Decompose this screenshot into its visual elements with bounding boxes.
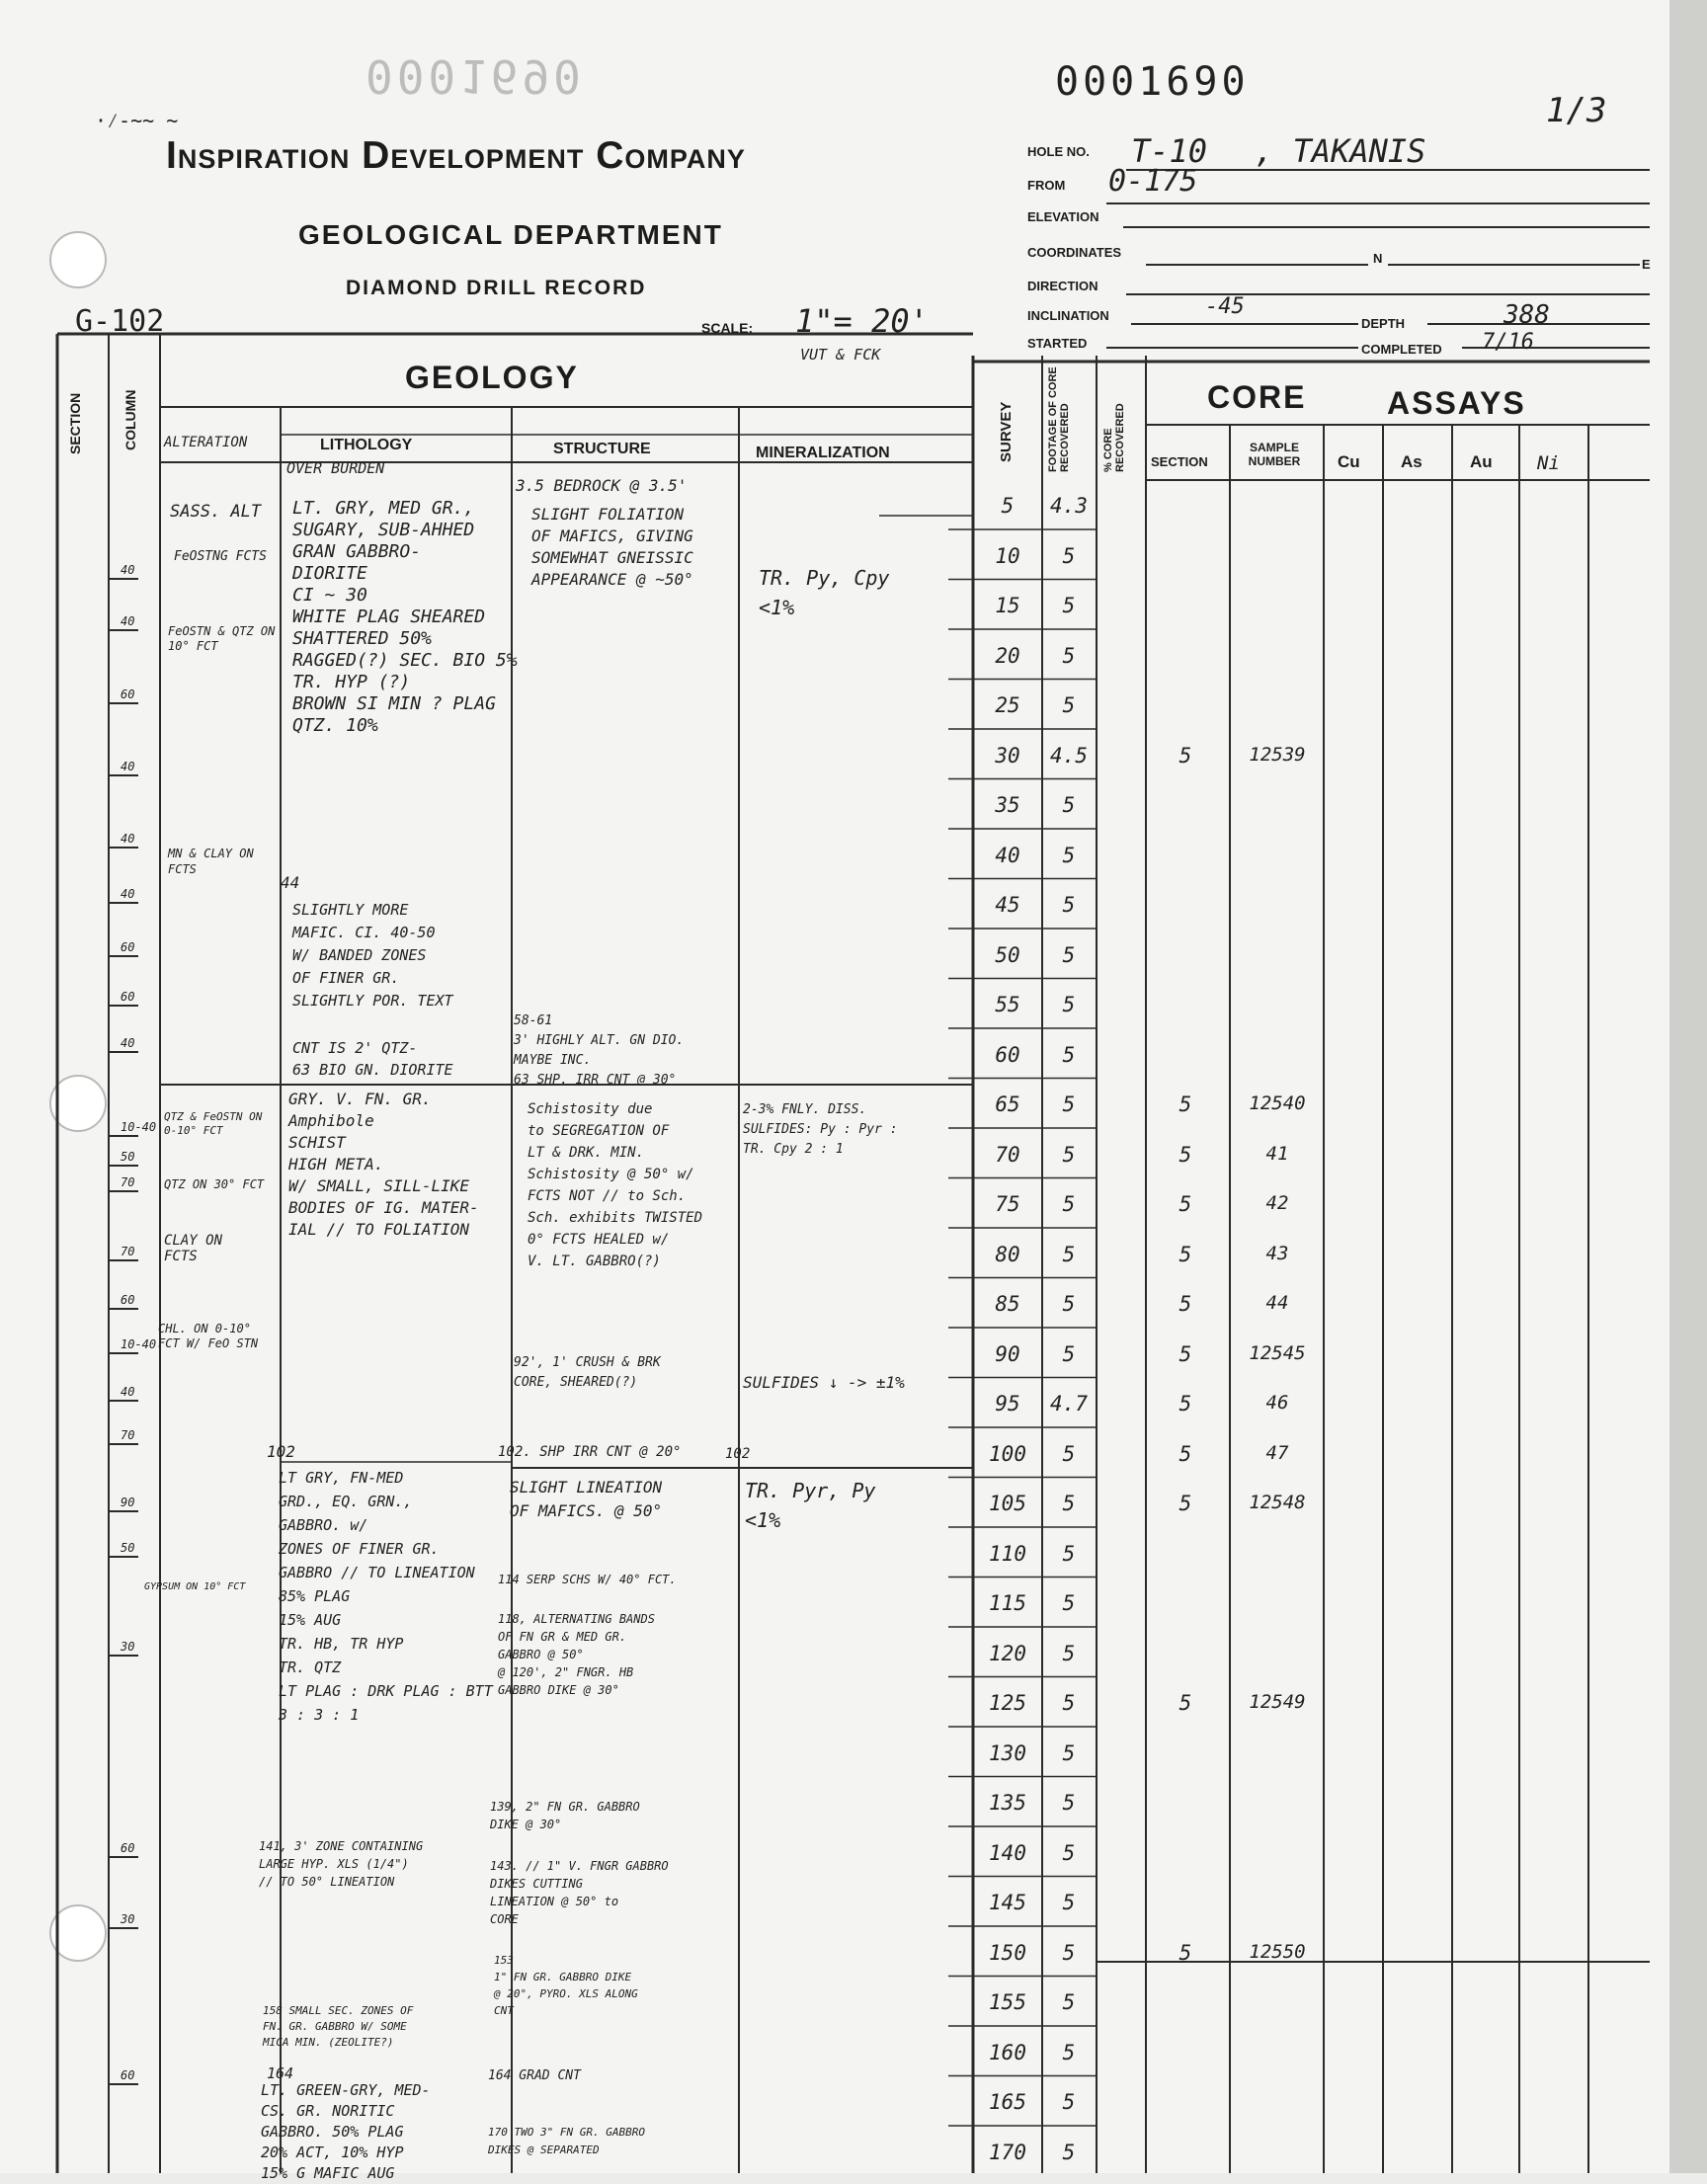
record-title: DIAMOND DRILL RECORD [346, 277, 647, 299]
column-mark: 40 [121, 1036, 135, 1050]
column-mark: 70 [121, 1428, 135, 1442]
structure-note-58 [514, 1011, 684, 1091]
struct118-line: OF FN GR & MED GR. [498, 1630, 627, 1644]
au-header: Au [1470, 452, 1493, 471]
alteration-note-9: GYPSUM ON 10° FCT [144, 1581, 246, 1592]
structure-note-170 [488, 2124, 645, 2159]
column-mark: 40 [121, 832, 135, 846]
lith1-line: WHITE PLAG SHEARED [292, 607, 486, 627]
struct153-line: 1" FN GR. GABBRO DIKE [494, 1971, 632, 1983]
structure-note-118 [498, 1610, 655, 1699]
mineralization-block-1 [759, 563, 889, 622]
structure-note-114: 114 SERP SCHS W/ 40° FCT. [498, 1573, 677, 1586]
struct58-line: 58-61 [514, 1013, 553, 1028]
structure-note-102: 102. SHP IRR CNT @ 20° [498, 1444, 682, 1460]
column-col-header: COLUMN [122, 389, 138, 450]
struct58-line: 63 SHP. IRR CNT @ 30° [514, 1073, 677, 1088]
lith3-line: SCHIST [288, 1133, 346, 1152]
structure-note-164: 164 GRAD CNT [488, 2068, 581, 2083]
hole-no-label: HOLE NO. [1027, 144, 1090, 159]
lith3-line: BODIES OF IG. MATER- [288, 1198, 479, 1217]
alteration-note-3: FeOSTN & QTZ ON 10° FCT [168, 624, 276, 653]
column-mark: 30 [121, 1640, 135, 1654]
lith5-line: 15% G MAFIC AUG [261, 2164, 395, 2182]
lith5-line: GABBRO. 50% PLAG [261, 2123, 404, 2141]
struct118-line: GABBRO DIKE @ 30° [498, 1683, 619, 1697]
struct118-line: @ 120', 2" FNGR. HB [498, 1665, 634, 1679]
corner-scribble-icon: ·⁄-~~ ~ [95, 109, 179, 132]
lithcnt-line: 63 BIO GN. DIORITE [292, 1061, 453, 1079]
structure-note-92 [514, 1353, 661, 1393]
struct92-line: 92', 1' CRUSH & BRK [514, 1355, 661, 1370]
footage-recovered: 5 [1062, 1840, 1076, 1865]
lith4-line: 3 : 3 : 1 [279, 1706, 360, 1724]
assays-header: ASSAYS [1387, 385, 1526, 421]
struct143-line: 143. // 1" V. FNGR GABBRO [490, 1859, 669, 1873]
lithology-block-4 [279, 1466, 493, 1727]
structure-note-153 [494, 1952, 638, 2019]
survey-depth: 75 [995, 1192, 1020, 1216]
footage-recovered: 5 [1062, 1492, 1076, 1515]
survey-depth: 80 [995, 1242, 1020, 1266]
sample-number-value: 12550 [1249, 1940, 1306, 1963]
min2-line: SULFIDES: Py : Pyr : [743, 1122, 898, 1137]
assay-section-value: 5 [1179, 1691, 1192, 1715]
survey-depth: 170 [989, 2140, 1026, 2164]
as-header: As [1401, 452, 1422, 471]
footage-recovered: 5 [1062, 942, 1076, 967]
scale-note: VUT & FCK [800, 346, 881, 364]
struct139-line: DIKE @ 30° [490, 1818, 562, 1831]
structure-note-139 [490, 1798, 640, 1833]
survey-depth: 130 [989, 1740, 1026, 1765]
scale-value: 1"= 20' [795, 302, 929, 340]
alteration-note-5: QTZ & FeOSTN ON 0-10° FCT [164, 1110, 263, 1137]
structure-block-3 [510, 1476, 662, 1523]
struct170-line: DIKES @ SEPARATED [488, 2144, 600, 2156]
lith4-line: GABBRO // TO LINEATION [279, 1564, 475, 1581]
footage-recovered: 5 [1062, 594, 1076, 617]
struct2-line: FCTS NOT // to Sch. [528, 1188, 687, 1204]
pct-recovered-header: % CORE RECOVERED [1102, 403, 1126, 472]
footage-recovered: 5 [1062, 1042, 1076, 1067]
sample-number-value: 12545 [1249, 1341, 1306, 1364]
survey-depth: 50 [995, 942, 1020, 967]
survey-depth: 155 [989, 1990, 1026, 2014]
struct153-line: 153 [494, 1954, 514, 1967]
lith4-line: TR. HB, TR HYP [279, 1635, 404, 1653]
assay-section-value: 5 [1179, 1142, 1192, 1167]
struct2-line: Sch. exhibits TWISTED [528, 1210, 703, 1226]
mineralization-note-3: SULFIDES ↓ -> ±1% [743, 1373, 905, 1392]
survey-depth: 105 [989, 1492, 1026, 1515]
department-title: GEOLOGICAL DEPARTMENT [298, 219, 723, 250]
mineralization-block-2 [743, 1100, 898, 1160]
hole-name-value: , TAKANIS [1255, 132, 1426, 170]
footage-recovered: 5 [1062, 843, 1076, 867]
column-mark: 60 [121, 940, 135, 954]
form-number: G-102 [75, 304, 165, 339]
assay-section-value: 5 [1179, 743, 1192, 768]
structure-header: STRUCTURE [553, 441, 651, 457]
lith141-line: 141, 3' ZONE CONTAINING [259, 1839, 424, 1853]
lith4-line: 85% PLAG [279, 1587, 351, 1605]
lith1-line: SHATTERED 50% [292, 628, 432, 649]
survey-depth: 15 [995, 594, 1020, 617]
footage-header: FOOTAGE OF CORE RECOVERED [1047, 366, 1071, 472]
column-mark: 40 [121, 760, 135, 773]
footage-recovered: 5 [1062, 1142, 1076, 1167]
lith1-line: SUGARY, SUB-AHHED [292, 520, 475, 540]
sample-number-value: 12549 [1249, 1691, 1306, 1713]
bedrock-note: 3.5 BEDROCK @ 3.5' [516, 476, 688, 495]
struct170-line: 170 TWO 3" FN GR. GABBRO [488, 2126, 645, 2139]
footage-recovered: 5 [1062, 1591, 1076, 1615]
lithology-depth-102: 102 [267, 1442, 295, 1461]
alteration-note-1: SASS. ALT [170, 502, 262, 522]
hole-no-value: T-10 [1131, 132, 1208, 170]
mineralization-block-4 [745, 1476, 875, 1535]
struct139-line: 139, 2" FN GR. GABBRO [490, 1800, 640, 1814]
direction-label: DIRECTION [1027, 279, 1098, 293]
struct1-line: APPEARANCE @ ~50° [531, 570, 693, 589]
page-fraction: 1/3 [1546, 91, 1607, 130]
lith4-line: GABBRO. w/ [279, 1516, 368, 1534]
struct1-line: OF MAFICS, GIVING [531, 526, 693, 545]
sample-number-value: 12539 [1249, 743, 1306, 766]
structure-block-2 [528, 1098, 702, 1272]
struct2-line: V. LT. GABBRO(?) [528, 1254, 661, 1269]
lith4-line: LT GRY, FN-MED [279, 1469, 404, 1487]
lith5-line: LT. GREEN-GRY, MED- [261, 2081, 431, 2099]
footage-recovered: 5 [1062, 1441, 1076, 1466]
struct153-line: CNT [494, 2004, 514, 2017]
survey-depth: 25 [995, 693, 1020, 717]
lith5-line: 20% ACT, 10% HYP [261, 2144, 404, 2161]
assay-section-value: 5 [1179, 1292, 1192, 1316]
lith158-line: 158 SMALL SEC. ZONES OF [263, 2004, 414, 2017]
lith5-line: CS. GR. NORITIC [261, 2102, 395, 2120]
sample-number-value: 43 [1265, 1242, 1289, 1264]
lithology-header: LITHOLOGY [320, 437, 413, 453]
survey-depth: 90 [995, 1341, 1020, 1366]
survey-depth: 165 [989, 2090, 1026, 2114]
struct143-line: LINEATION @ 50° to [490, 1895, 619, 1908]
survey-depth: 5 [1001, 494, 1015, 518]
sample-number-header: SAMPLE NUMBER [1248, 441, 1301, 468]
footage-recovered: 5 [1062, 1341, 1076, 1366]
footage-recovered: 5 [1062, 693, 1076, 717]
document-stamp-number: 0001690 [1055, 59, 1250, 105]
lithology-note-141 [259, 1837, 423, 1891]
survey-header: SURVEY [998, 401, 1015, 462]
struct2-line: Schistosity @ 50° w/ [528, 1167, 694, 1182]
survey-depth: 40 [995, 843, 1020, 867]
struct3-line: OF MAFICS. @ 50° [510, 1501, 663, 1520]
alteration-note-8: CHL. ON 0-10° FCT W/ FeO STN [158, 1322, 259, 1350]
column-mark: 40 [121, 1385, 135, 1399]
footage-recovered: 5 [1062, 2140, 1076, 2164]
min2-line: 2-3% FNLY. DISS. [743, 1102, 867, 1117]
column-mark: 50 [121, 1150, 135, 1164]
coordinates-n: N [1373, 251, 1383, 266]
lith1-line: RAGGED(?) SEC. BIO 5% [292, 650, 518, 671]
struct3-line: SLIGHT LINEATION [510, 1478, 663, 1496]
column-mark: 30 [121, 1912, 135, 1926]
lith158-line: FN. GR. GABBRO W/ SOME [263, 2020, 407, 2033]
struct143-line: DIKES CUTTING [490, 1877, 583, 1891]
faint-bleed-through-number: 0001690 [366, 49, 585, 103]
struct2-line: LT & DRK. MIN. [528, 1145, 645, 1161]
assay-section-header: SECTION [1151, 454, 1208, 469]
mineralization-header: MINERALIZATION [756, 445, 890, 461]
column-mark: 60 [121, 990, 135, 1004]
assay-section-value: 5 [1179, 1392, 1192, 1416]
completed-label: COMPLETED [1361, 342, 1442, 357]
coordinates-e: E [1642, 257, 1651, 272]
core-header: CORE [1207, 379, 1307, 415]
lith1-line: LT. GRY, MED GR., [292, 498, 475, 519]
lithology-block-2 [292, 899, 453, 1012]
survey-depth: 85 [995, 1292, 1020, 1316]
survey-depth: 55 [995, 993, 1020, 1016]
survey-depth: 65 [995, 1092, 1020, 1116]
footage-recovered: 5 [1062, 993, 1076, 1016]
footage-recovered: 5 [1062, 543, 1076, 568]
from-value: 0-175 [1108, 164, 1198, 199]
min4-line: <1% [745, 1508, 781, 1532]
struct143-line: CORE [490, 1912, 519, 1926]
structure-note-143 [490, 1857, 669, 1928]
inclination-value: -45 [1205, 294, 1245, 319]
started-label: STARTED [1027, 336, 1088, 351]
footage-recovered: 4.5 [1050, 743, 1088, 768]
cu-header: Cu [1338, 452, 1360, 471]
lith1-line: BROWN SI MIN ? PLAG [292, 693, 496, 714]
survey-depth: 45 [995, 893, 1020, 917]
survey-depth: 20 [995, 643, 1020, 668]
column-mark: 50 [121, 1541, 135, 1555]
overburden-note: OVER BURDEN [286, 459, 385, 477]
lith2-line: SLIGHTLY POR. TEXT [292, 992, 453, 1010]
survey-depth: 60 [995, 1042, 1020, 1067]
survey-depth: 110 [989, 1541, 1026, 1566]
sample-number-value: 42 [1265, 1192, 1289, 1214]
footage-recovered: 5 [1062, 1242, 1076, 1266]
assay-section-value: 5 [1179, 1242, 1192, 1266]
min4-line: TR. Pyr, Py [745, 1479, 876, 1502]
lith1-line: QTZ. 10% [292, 715, 378, 736]
column-mark: 70 [121, 1175, 135, 1189]
min1-line: TR. Py, Cpy [759, 566, 890, 590]
lithcnt-line: CNT IS 2' QTZ- [292, 1039, 418, 1057]
column-mark: 60 [121, 1293, 135, 1307]
lithology-block-5 [261, 2080, 431, 2184]
from-label: FROM [1027, 178, 1066, 193]
footage-recovered: 5 [1062, 793, 1076, 817]
lithology-block-1 [292, 498, 518, 737]
struct92-line: CORE, SHEARED(?) [514, 1375, 638, 1390]
assay-section-value: 5 [1179, 1492, 1192, 1515]
lithology-block-3 [288, 1089, 479, 1241]
footage-recovered: 5 [1062, 1192, 1076, 1216]
survey-depth: 150 [989, 1940, 1026, 1965]
survey-depth: 30 [995, 743, 1020, 768]
footage-recovered: 4.7 [1050, 1392, 1088, 1416]
alteration-note-4: MN & CLAY ON FCTS [168, 847, 254, 876]
footage-recovered: 5 [1062, 1990, 1076, 2014]
assay-section-value: 5 [1179, 1341, 1192, 1366]
mineralization-depth-102: 102 [725, 1446, 751, 1462]
sample-number-value: 12540 [1249, 1092, 1306, 1114]
lith3-line: IAL // TO FOLIATION [288, 1220, 470, 1239]
lith1-line: DIORITE [292, 563, 367, 584]
lith3-line: Amphibole [288, 1111, 374, 1130]
lith2-line: W/ BANDED ZONES [292, 946, 427, 964]
alteration-note-2: FeOSTNG FCTS [174, 549, 267, 564]
survey-depth: 135 [989, 1791, 1026, 1815]
column-mark: 10-40 [121, 1337, 157, 1351]
survey-depth: 160 [989, 2040, 1026, 2064]
footage-recovered: 5 [1062, 1891, 1076, 1914]
struct2-line: to SEGREGATION OF [528, 1123, 670, 1139]
footage-recovered: 5 [1062, 1691, 1076, 1715]
struct58-line: MAYBE INC. [514, 1053, 592, 1068]
lith4-line: GRD., EQ. GRN., [279, 1493, 413, 1510]
column-mark: 40 [121, 887, 135, 901]
survey-depth: 10 [995, 543, 1020, 568]
section-col-header: SECTION [67, 392, 83, 454]
lith2-line: OF FINER GR. [292, 969, 400, 987]
survey-depth: 115 [989, 1591, 1026, 1615]
min2-line: TR. Cpy 2 : 1 [743, 1142, 844, 1157]
lith3-line: W/ SMALL, SILL-LIKE [288, 1176, 470, 1195]
lith3-line: HIGH META. [288, 1155, 384, 1173]
lith158-line: MICA MIN. (ZEOLITE?) [263, 2036, 394, 2049]
assay-section-value: 5 [1179, 1192, 1192, 1216]
footage-recovered: 5 [1062, 1541, 1076, 1566]
survey-depth: 100 [989, 1441, 1026, 1466]
sample-number-value: 44 [1265, 1292, 1289, 1314]
footage-recovered: 5 [1062, 2040, 1076, 2064]
lith4-line: TR. QTZ [279, 1658, 342, 1676]
assay-section-value: 5 [1179, 1940, 1192, 1965]
sample-number-value: 12548 [1249, 1492, 1306, 1513]
footage-recovered: 5 [1062, 1791, 1076, 1815]
lith2-line: SLIGHTLY MORE [292, 901, 409, 919]
survey-depth: 140 [989, 1840, 1026, 1865]
column-mark: 60 [121, 1841, 135, 1855]
lithology-depth-164: 164 [267, 2064, 294, 2082]
completed-value: 7/16 [1482, 330, 1534, 355]
lith4-line: 15% AUG [279, 1611, 342, 1629]
column-mark: 40 [121, 563, 135, 577]
lith4-line: LT PLAG : DRK PLAG : BTT [279, 1682, 493, 1700]
struct118-line: 118, ALTERNATING BANDS [498, 1612, 655, 1626]
ni-header: Ni [1537, 452, 1560, 474]
lith1-line: TR. HYP (?) [292, 672, 411, 692]
sample-number-value: 41 [1265, 1142, 1289, 1165]
survey-depth: 120 [989, 1641, 1026, 1665]
struct153-line: @ 20°, PYRO. XLS ALONG [494, 1987, 638, 2000]
column-mark: 60 [121, 2068, 135, 2082]
alteration-note-7: CLAY ON FCTS [164, 1233, 223, 1264]
company-name: Inspiration Development Company [166, 134, 746, 177]
footage-recovered: 5 [1062, 1641, 1076, 1665]
struct1-line: SOMEWHAT GNEISSIC [531, 548, 693, 567]
sample-number-value: 47 [1265, 1441, 1289, 1464]
struct2-line: 0° FCTS HEALED w/ [528, 1232, 670, 1248]
footage-recovered: 5 [1062, 643, 1076, 668]
struct1-line: SLIGHT FOLIATION [531, 505, 685, 524]
column-mark: 40 [121, 614, 135, 628]
lith141-line: LARGE HYP. XLS (1/4") [259, 1857, 409, 1871]
lithology-depth-44: 44 [281, 873, 300, 892]
depth-label: DEPTH [1361, 316, 1406, 331]
lith3-line: GRY. V. FN. GR. [288, 1090, 432, 1108]
struct2-line: Schistosity due [528, 1101, 653, 1117]
lith4-line: ZONES OF FINER GR. [279, 1540, 440, 1558]
survey-depth: 35 [995, 793, 1020, 817]
footage-recovered: 5 [1062, 1092, 1076, 1116]
survey-depth: 95 [995, 1392, 1020, 1416]
footage-recovered: 5 [1062, 2090, 1076, 2114]
survey-depth: 70 [995, 1142, 1020, 1167]
column-mark: 10-40 [121, 1120, 157, 1134]
column-mark: 90 [121, 1496, 135, 1509]
coordinates-label: COORDINATES [1027, 245, 1122, 260]
lith2-line: MAFIC. CI. 40-50 [292, 924, 436, 941]
alteration-note-6: QTZ ON 30° FCT [164, 1177, 265, 1191]
survey-depth: 125 [989, 1691, 1026, 1715]
lith1-line: GRAN GABBRO- [292, 541, 422, 562]
struct118-line: GABBRO @ 50° [498, 1648, 584, 1661]
lithology-contact-note [292, 1037, 453, 1081]
footage-recovered: 5 [1062, 893, 1076, 917]
assay-section-value: 5 [1179, 1092, 1192, 1116]
assay-section-value: 5 [1179, 1441, 1192, 1466]
alteration-header: ALTERATION [164, 435, 248, 450]
lith141-line: // TO 50° LINEATION [259, 1875, 395, 1889]
sample-number-value: 46 [1265, 1392, 1289, 1414]
elevation-label: ELEVATION [1027, 209, 1099, 224]
lith1-line: CI ~ 30 [292, 585, 367, 606]
geology-header: GEOLOGY [405, 360, 579, 395]
footage-recovered: 4.3 [1050, 494, 1088, 518]
min1-line: <1% [759, 596, 795, 619]
structure-block-1 [531, 504, 693, 591]
footage-recovered: 5 [1062, 1292, 1076, 1316]
survey-depth: 145 [989, 1891, 1026, 1914]
column-mark: 60 [121, 688, 135, 701]
lithology-note-158 [263, 2003, 413, 2051]
footage-recovered: 5 [1062, 1940, 1076, 1965]
depth-value: 388 [1504, 300, 1550, 330]
column-mark: 70 [121, 1245, 135, 1258]
scale-label: SCALE: [701, 320, 754, 336]
inclination-label: INCLINATION [1027, 308, 1109, 323]
footage-recovered: 5 [1062, 1740, 1076, 1765]
struct58-line: 3' HIGHLY ALT. GN DIO. [514, 1033, 685, 1048]
